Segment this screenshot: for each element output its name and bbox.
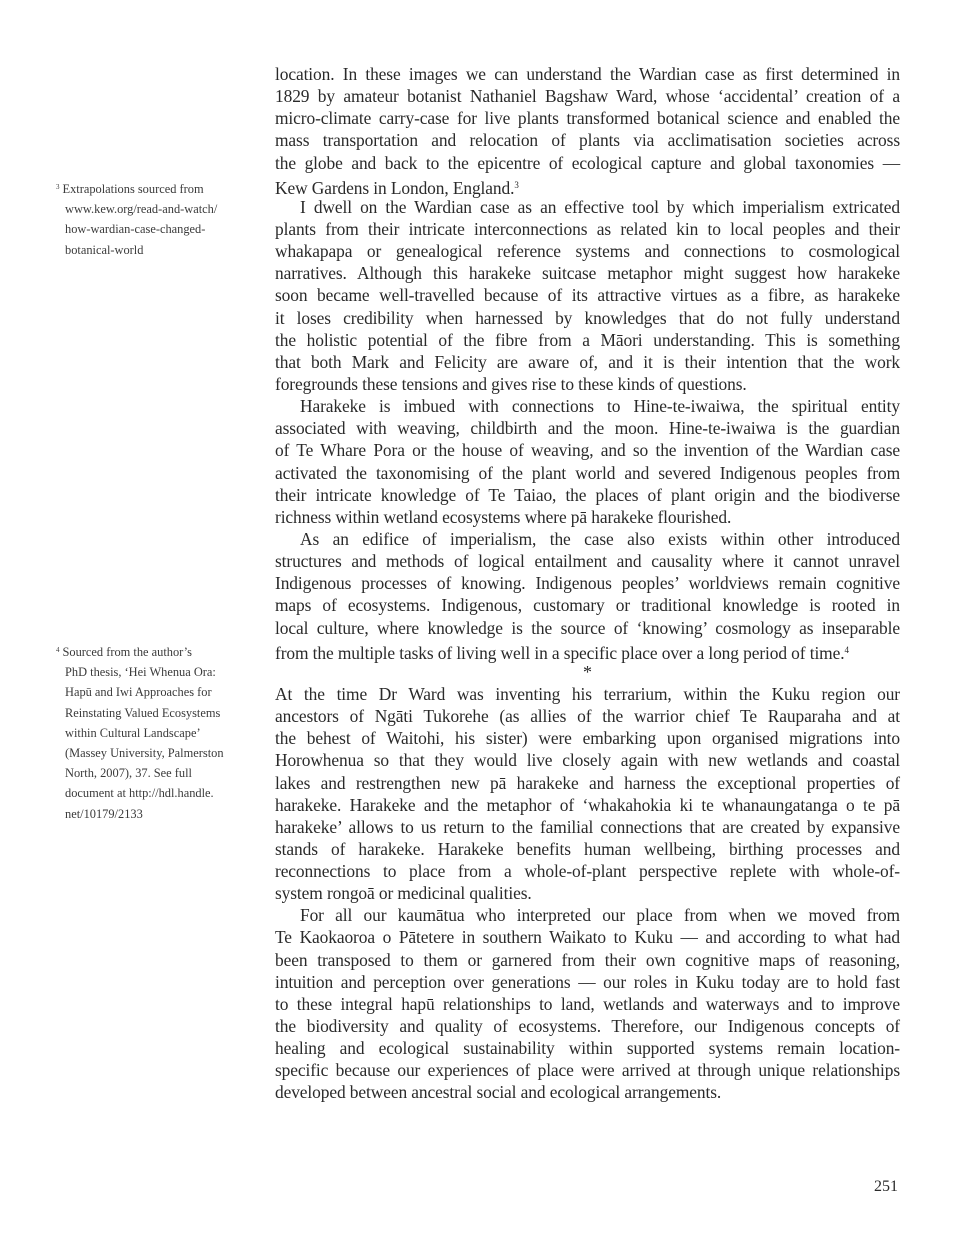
text-line: specific because our experiences of place were arrived at through unique relationships — [275, 1060, 900, 1081]
footnote-line: Reinstating Valued Ecosystems — [65, 705, 221, 720]
text-line: At the time Dr Ward was inventing his terrarium, within the Kuku region our — [275, 683, 900, 704]
text-line: plants from their intricate interconnections as related kin to local peoples and their — [275, 218, 900, 239]
paragraph — [275, 528, 900, 661]
footnote-line: PhD thesis, ‘Hei Whenua Ora: — [65, 665, 216, 680]
text-line: to these integral hapū relationships to land, wetlands and waterways and to improve — [275, 993, 900, 1014]
footnote-line: (Massey University, Palmerston — [65, 746, 224, 761]
footnote-line: document at http://hdl.handle. — [65, 786, 214, 801]
text-line: 1829 by amateur botanist Nathaniel Bagshaw Ward, whose ‘accidental’ creation of a — [275, 86, 900, 107]
text-line: foregrounds these tensions and gives rise to these kinds of questions. — [275, 373, 747, 394]
text-line: As an edifice of imperialism, the case also exists within other introduced — [300, 528, 900, 549]
text-line: maps of ecosystems. Indigenous, customary or traditional knowledge is rooted in — [275, 595, 900, 616]
text-line: developed between ancestral social and ecological arrangements. — [275, 1082, 722, 1103]
text-line: healing and ecological sustainability within supported systems remain location- — [275, 1038, 900, 1059]
paragraph — [275, 395, 900, 528]
paragraph — [275, 63, 900, 196]
text-line: harakeke. Harakeke and the metaphor of ‘whakahokia ki te whanaungatanga o te pā — [275, 794, 900, 815]
page-number: 251 — [874, 1178, 898, 1195]
footnote-line: Hapū and Iwi Approaches for — [65, 685, 212, 700]
text-line: ancestors of Ngāti Tukorehe (as allies of the warrior chief Te Rauparaha and at — [275, 706, 900, 727]
text-line: lakes and restrengthen new pā harakeke and harness the exceptional properties of — [275, 772, 900, 793]
paragraph — [275, 196, 900, 395]
text-line: For all our kaumātua who interpreted our place from when we moved from — [300, 905, 900, 926]
paragraph — [275, 904, 900, 1103]
paragraphs-after-break — [275, 683, 900, 1104]
footnote-line: $^3$ Extrapolations sourced from — [56, 182, 204, 196]
text-line: Harakeke is imbued with connections to Hine-te-iwaiwa, the spiritual entity — [300, 396, 900, 417]
text-line: that both Mark and Felicity are aware of, and it is their intention that the work — [275, 351, 900, 372]
text-line: the behest of Waitohi, his sister) were embarking upon organised migrations into — [275, 728, 900, 749]
text-line: Horowhenua so that they would live closely again with new wetlands and coastal — [275, 750, 900, 771]
text-line: the holistic potential of the fibre from a Māori understanding. This is something — [275, 329, 900, 350]
footnote-line: $^4$ Sourced from the author’s — [56, 645, 192, 659]
text-line: the biodiversity and quality of ecosystems. Therefore, our Indigenous concepts of — [275, 1016, 900, 1037]
section-break-asterisk: * — [583, 661, 592, 682]
text-line: associated with weaving, childbirth and the moon. Hine-te-iwaiwa is the guardian — [275, 418, 900, 439]
footnote-number: 3 — [56, 183, 60, 191]
text-line: Kew Gardens in London, England.$^3$ — [275, 177, 519, 198]
footnote-line: within Cultural Landscape’ — [65, 725, 201, 740]
text-line: intuition and perception over generations — our roles in Kuku today are to hold fast — [275, 971, 900, 992]
paragraph — [275, 683, 900, 904]
text-line: stands of harakeke. Harakeke benefits human wellbeing, birthing processes and — [275, 838, 900, 859]
footnote-4 — [56, 640, 256, 824]
text-line: Te Kaokaoroa o Pātetere in southern Waikato to Kuku — and according to what had — [275, 927, 900, 948]
footnote-line: how-wardian-case-changed- — [65, 222, 206, 237]
footnote-reference[interactable]: 4 — [844, 644, 849, 655]
text-line: mass transportation and relocation of plants via acclimatisation societies across — [275, 130, 900, 151]
text-line: reconnections to place from a whole-of-plant perspective replete with whole-of- — [275, 861, 900, 882]
text-line: the globe and back to the epicentre of ecological capture and global taxonomies — — [275, 152, 900, 173]
text-line: it loses credibility when harnessed by knowledges that do not fully understand — [275, 307, 900, 328]
text-line: whakapapa or genealogical reference systems and connections to cosmological — [275, 241, 900, 262]
paragraphs-before-break — [275, 63, 900, 661]
text-line: system rongoā or medicinal qualities. — [275, 883, 532, 904]
text-line: narratives. Although this harakeke suitcase metaphor might suggest how harakeke — [275, 263, 900, 284]
body-text — [275, 63, 900, 1104]
text-line: local culture, where knowledge is the source of ‘knowing’ cosmology as inseparable — [275, 617, 900, 638]
text-line: harakeke’ allows to us return to the familial connections that are created by expansive — [275, 816, 900, 837]
footnote-line: www.kew.org/read-and-watch/ — [65, 202, 218, 217]
text-line: their intricate knowledge of Te Taiao, the places of plant origin and the biodiverse — [275, 484, 900, 505]
text-line: soon became well-travelled because of its attractive virtues as a fibre, as harakeke — [275, 285, 900, 306]
text-line: I dwell on the Wardian case as an effective tool by which imperialism extricated — [300, 196, 900, 217]
text-line: been transposed to them or garnered from their own cognitive maps of reasoning, — [275, 949, 900, 970]
text-line: structures and methods of logical entailment and causality where it cannot unravel — [275, 551, 900, 572]
footnote-3 — [56, 177, 256, 260]
footnote-line: net/10179/2133 — [65, 806, 143, 821]
footnote-line: North, 2007), 37. See full — [65, 766, 192, 781]
text-line: micro-climate carry-case for live plants transformed botanical science and enabled the — [275, 108, 900, 129]
footnote-reference[interactable]: 3 — [514, 179, 519, 190]
text-line: Indigenous processes of knowing. Indigenous peoples’ worldviews remain cognitive — [275, 573, 900, 594]
text-line: activated the taxonomising of the plant world and severed Indigenous peoples from — [275, 462, 900, 483]
footnote-line: botanical-world — [65, 242, 144, 257]
text-line: from the multiple tasks of living well in a specific place over a long period of time.$^4$ — [275, 642, 849, 663]
text-line: of Te Whare Pora or the house of weaving, and so the invention of the Wardian case — [275, 440, 900, 461]
text-line: richness within wetland ecosystems where pā harakeke flourished. — [275, 506, 732, 527]
footnote-number: 4 — [56, 646, 60, 654]
text-line: location. In these images we can understand the Wardian case as first determined in — [275, 64, 900, 84]
